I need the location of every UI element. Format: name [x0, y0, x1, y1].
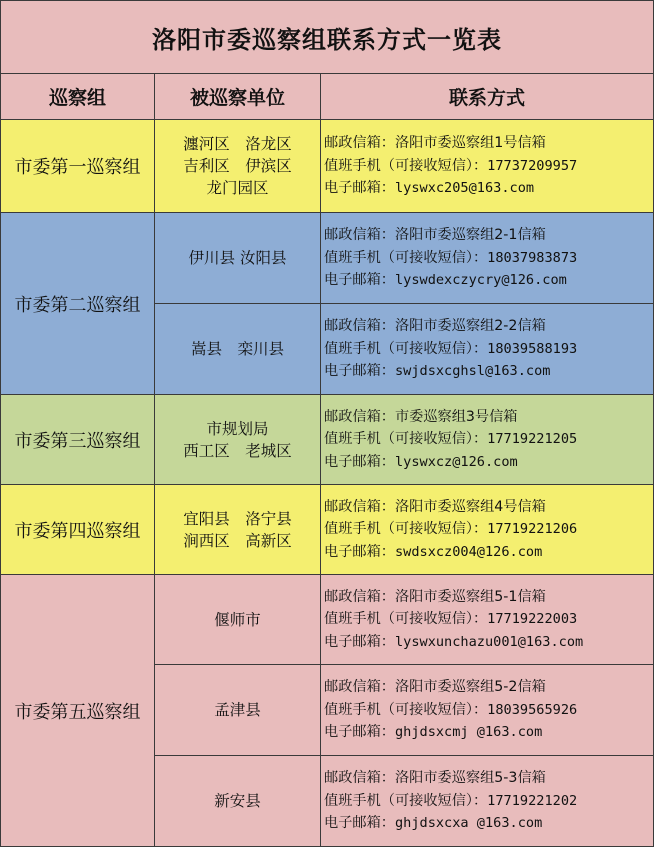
inspected-units — [155, 213, 321, 304]
phone-label: 值班手机（可接收短信）： — [324, 431, 488, 448]
postbox-value: 洛阳市委巡察组4号信箱 — [394, 498, 546, 515]
phone-label: 值班手机（可接收短信）： — [324, 249, 488, 266]
postbox-value: 洛阳市委巡察组5-2信箱 — [394, 679, 546, 696]
post-line — [324, 406, 653, 429]
postbox-value: 洛阳市委巡察组1号信箱 — [394, 135, 546, 152]
phone-value[interactable]: 17719221202 — [487, 792, 578, 809]
email-label: 电子邮箱： — [324, 724, 395, 741]
email-line — [324, 269, 653, 292]
email-value[interactable]: swdsxcz004@126.com — [394, 543, 543, 560]
email-value[interactable]: lyswxc205@163.com — [394, 180, 535, 197]
phone-label: 值班手机（可接收短信）： — [324, 157, 488, 174]
unit-line: 宜阳县 洛宁县 — [183, 509, 292, 528]
group-name: 市委第五巡察组 — [1, 575, 155, 847]
phone-label: 值班手机（可接收短信）： — [324, 340, 488, 357]
email-value[interactable]: swjdsxcghsl@163.com — [394, 363, 551, 380]
unit-line: 孟津县 — [214, 701, 261, 719]
email-label: 电子邮箱： — [324, 453, 395, 470]
email-value[interactable]: lyswdexczycry@126.com — [394, 272, 567, 289]
unit-line: 龙门园区 — [206, 179, 269, 197]
phone-value[interactable]: 18037983873 — [487, 249, 578, 266]
email-label: 电子邮箱： — [324, 543, 395, 560]
phone-line — [324, 428, 653, 451]
email-label: 电子邮箱： — [324, 633, 395, 650]
phone-value[interactable]: 17719221206 — [487, 521, 578, 538]
post-line — [324, 676, 653, 699]
email-label: 电子邮箱： — [324, 363, 395, 380]
group-name: 市委第二巡察组 — [1, 213, 155, 395]
table-row — [1, 213, 654, 304]
email-label: 电子邮箱： — [324, 272, 395, 289]
unit-line: 偃师市 — [214, 610, 261, 629]
postbox-value: 市委巡察组3号信箱 — [394, 408, 518, 425]
table-row — [1, 575, 654, 665]
inspected-units — [155, 304, 321, 395]
inspected-units — [155, 665, 321, 756]
post-line — [324, 224, 653, 247]
post-line — [324, 496, 653, 519]
table-title: 洛阳市委巡察组联系方式一览表 — [1, 1, 654, 74]
phone-value[interactable]: 17719222003 — [487, 611, 578, 628]
post-line — [324, 132, 653, 155]
contact-info — [321, 575, 654, 665]
post-label: 邮政信箱： — [324, 588, 395, 605]
phone-line — [324, 518, 653, 541]
post-line — [324, 767, 653, 790]
contact-info — [321, 120, 654, 213]
table-row — [1, 120, 654, 213]
contact-info — [321, 756, 654, 847]
phone-line — [324, 608, 653, 631]
contact-info — [321, 665, 654, 756]
post-label: 邮政信箱： — [324, 498, 395, 515]
unit-line: 伊川县 汝阳县 — [188, 249, 287, 267]
header-units: 被巡察单位 — [155, 74, 321, 120]
postbox-value: 洛阳市委巡察组5-3信箱 — [394, 770, 546, 787]
table-row — [1, 395, 654, 485]
email-value[interactable]: lyswxcz@126.com — [394, 453, 518, 470]
post-label: 邮政信箱： — [324, 679, 395, 696]
phone-line — [324, 338, 653, 361]
phone-label: 值班手机（可接收短信）： — [324, 611, 488, 628]
unit-line: 吉利区 伊滨区 — [183, 157, 292, 175]
email-line — [324, 812, 653, 835]
phone-line — [324, 247, 653, 270]
unit-line: 涧西区 高新区 — [183, 531, 292, 550]
email-line — [324, 541, 653, 564]
postbox-value: 洛阳市委巡察组5-1信箱 — [394, 588, 546, 605]
email-label: 电子邮箱： — [324, 180, 395, 197]
contact-info — [321, 304, 654, 395]
email-line — [324, 631, 653, 654]
email-value[interactable]: lyswxunchazu001@163.com — [394, 633, 584, 650]
unit-line: 新安县 — [214, 792, 261, 810]
unit-line: 嵩县 栾川县 — [190, 340, 284, 358]
inspected-units — [155, 485, 321, 575]
phone-value[interactable]: 18039588193 — [487, 340, 578, 357]
phone-value[interactable]: 18039565926 — [487, 701, 578, 718]
table-row — [1, 485, 654, 575]
unit-line: 瀍河区 洛龙区 — [183, 135, 292, 153]
header-group: 巡察组 — [1, 74, 155, 120]
email-line — [324, 451, 653, 474]
phone-line — [324, 699, 653, 722]
post-label: 邮政信箱： — [324, 408, 395, 425]
email-line — [324, 360, 653, 383]
email-value[interactable]: ghjdsxcxa @163.com — [394, 815, 543, 832]
header-contact: 联系方式 — [321, 74, 654, 120]
postbox-value: 洛阳市委巡察组2-1信箱 — [394, 227, 546, 244]
phone-line — [324, 790, 653, 813]
post-line — [324, 586, 653, 609]
post-label: 邮政信箱： — [324, 135, 395, 152]
phone-value[interactable]: 17719221205 — [487, 431, 578, 448]
unit-line: 市规划局 — [206, 419, 269, 438]
email-value[interactable]: ghjdsxcmj @163.com — [394, 724, 543, 741]
phone-label: 值班手机（可接收短信）： — [324, 792, 488, 809]
inspected-units — [155, 395, 321, 485]
contact-info — [321, 485, 654, 575]
table-body — [1, 120, 654, 847]
phone-value[interactable]: 17737209957 — [487, 157, 578, 174]
contact-info — [321, 213, 654, 304]
group-name: 市委第一巡察组 — [1, 120, 155, 213]
phone-line — [324, 155, 653, 178]
post-label: 邮政信箱： — [324, 318, 395, 335]
inspected-units — [155, 756, 321, 847]
post-line — [324, 315, 653, 338]
unit-line: 西工区 老城区 — [183, 441, 292, 460]
email-line — [324, 177, 653, 200]
phone-label: 值班手机（可接收短信）： — [324, 701, 488, 718]
email-label: 电子邮箱： — [324, 815, 395, 832]
postbox-value: 洛阳市委巡察组2-2信箱 — [394, 318, 546, 335]
post-label: 邮政信箱： — [324, 227, 395, 244]
inspected-units — [155, 575, 321, 665]
phone-label: 值班手机（可接收短信）： — [324, 521, 488, 538]
inspected-units — [155, 120, 321, 213]
group-name: 市委第四巡察组 — [1, 485, 155, 575]
group-name: 市委第三巡察组 — [1, 395, 155, 485]
email-line — [324, 721, 653, 744]
contact-info — [321, 395, 654, 485]
post-label: 邮政信箱： — [324, 770, 395, 787]
